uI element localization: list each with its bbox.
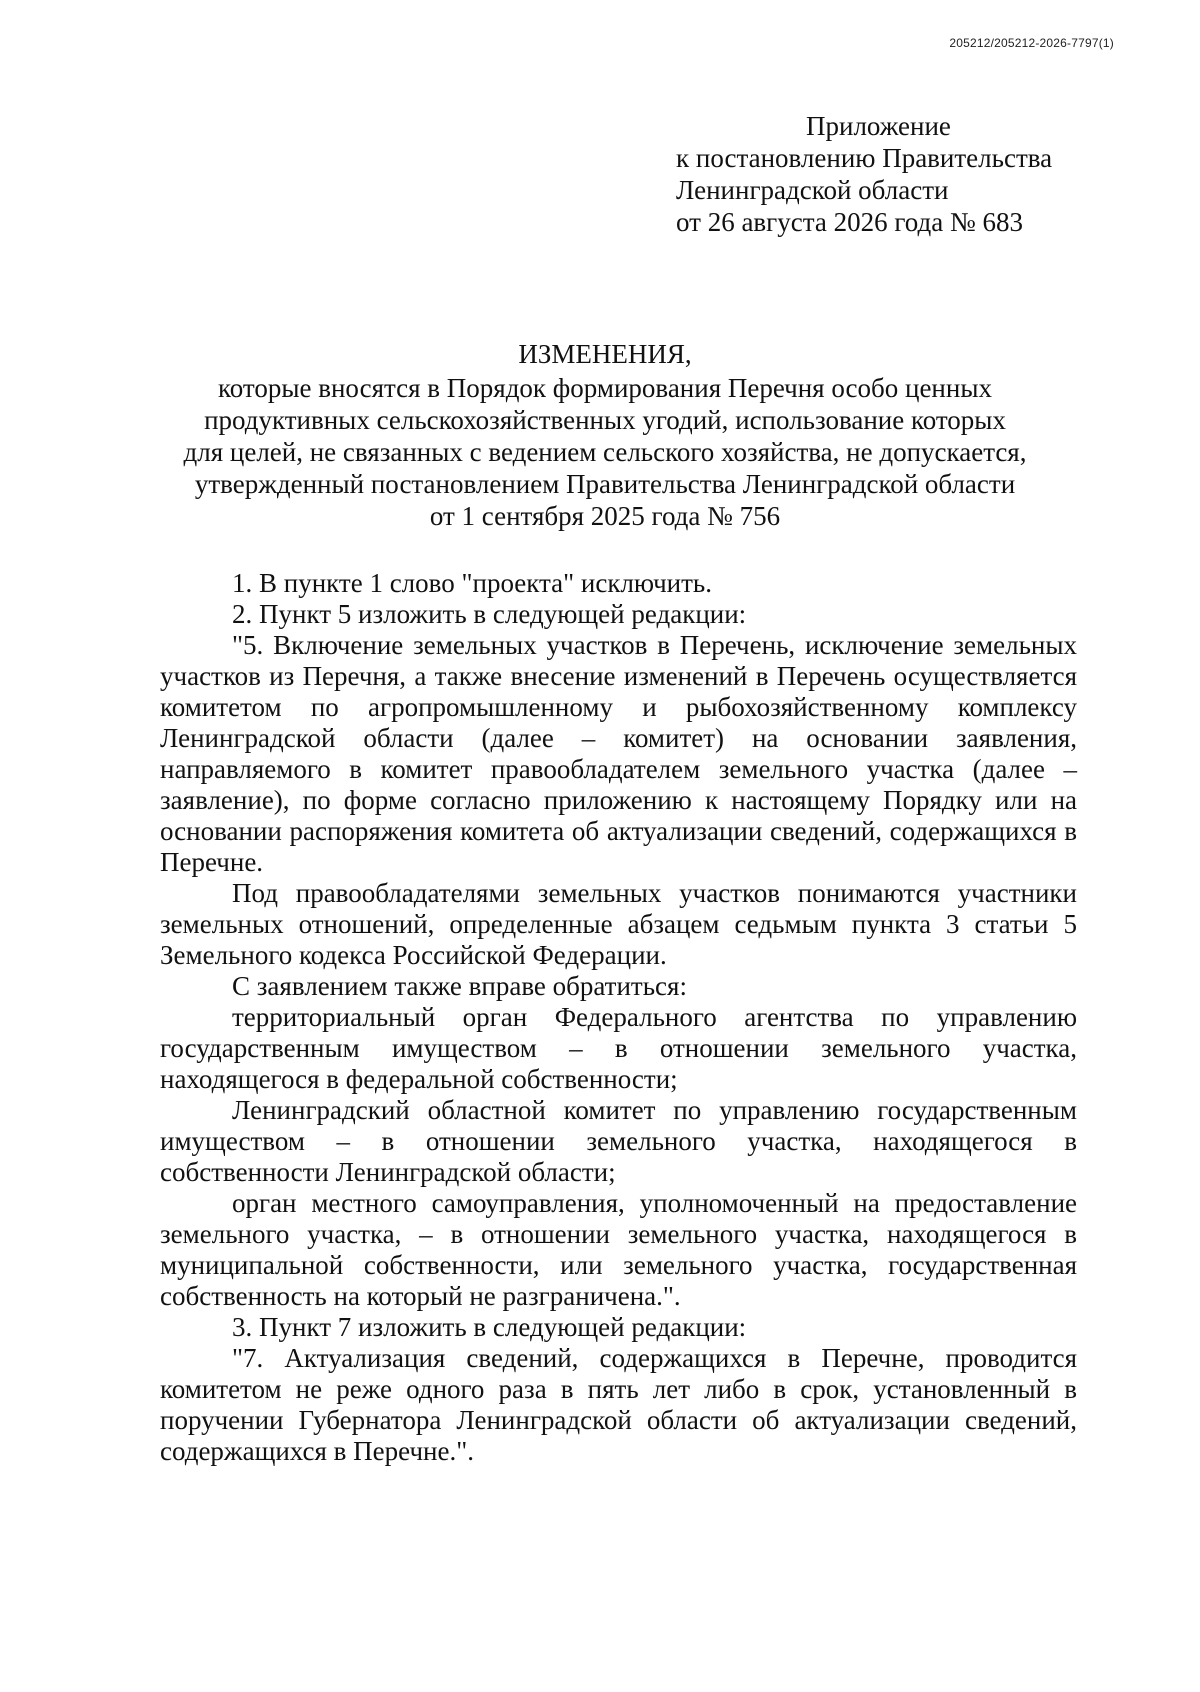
paragraph: 3. Пункт 7 изложить в следующей редакции:: [232, 1312, 747, 1342]
paragraph: 1. В пункте 1 слово "проекта" исключить.: [232, 568, 712, 598]
heading-title: ИЗМЕНЕНИЯ,: [518, 339, 692, 369]
annex-block: [676, 110, 1116, 238]
document-body: [160, 568, 1077, 1467]
heading-line: для целей, не связанных с ведением сельского хозяйства, не допускается,: [183, 437, 1027, 467]
paragraph: территориальный орган Федерального агентства по управлению государственным имуществом – в отношении земельного участка, находящегося в федеральной собственности;: [160, 1002, 1077, 1094]
annex-line: от 26 августа 2026 года № 683: [676, 207, 1023, 237]
document-id: 205212/205212-2026-7797(1): [949, 36, 1114, 50]
annex-title: Приложение: [806, 111, 951, 141]
paragraph: орган местного самоуправления, уполномоченный на предоставление земельного участка, – в отношении земельного участка, находящегося в муниципальной собственности, или земельного участка, государственная собственность на который не разграничена.".: [160, 1188, 1077, 1311]
paragraph: С заявлением также вправе обратиться:: [232, 971, 687, 1001]
heading-line: от 1 сентября 2025 года № 756: [429, 501, 781, 531]
paragraph: "7. Актуализация сведений, содержащихся в Перечне, проводится комитетом не реже одного раза в пять лет либо в срок, установленный в поручении Губернатора Ленинградской области об актуализации сведений, содержащихся в Перечне.".: [160, 1343, 1077, 1466]
annex-line: Ленинградской области: [676, 175, 949, 205]
paragraph: "5. Включение земельных участков в Перечень, исключение земельных участков из Перечня, а также внесение изменений в Перечень осуществляется комитетом по агропромышленному и рыбохозяйственному комплексу Ленинградской области (далее – комитет) на основании заявления, направляемого в комитет правообладателем земельного участка (далее – заявление), по форме согласно приложению к настоящему Порядку или на основании распоряжения комитета об актуализации сведений, содержащихся в Перечне.: [160, 630, 1077, 877]
paragraph: Под правообладателями земельных участков понимаются участники земельных отношений, определенные абзацем седьмым пункта 3 статьи 5 Земельного кодекса Российской Федерации.: [160, 878, 1077, 970]
heading-line: которые вносятся в Порядок формирования Перечня особо ценных: [218, 373, 992, 403]
document-heading: [140, 338, 1070, 532]
paragraph: Ленинградский областной комитет по управлению государственным имуществом – в отношении земельного участка, находящегося в собственности Ленинградской области;: [160, 1095, 1077, 1187]
heading-line: продуктивных сельскохозяйственных угодий, использование которых: [204, 405, 1006, 435]
paragraph: 2. Пункт 5 изложить в следующей редакции:: [232, 599, 747, 629]
heading-line: утвержденный постановлением Правительства Ленинградской области: [194, 469, 1016, 499]
annex-line: к постановлению Правительства: [676, 143, 1053, 173]
